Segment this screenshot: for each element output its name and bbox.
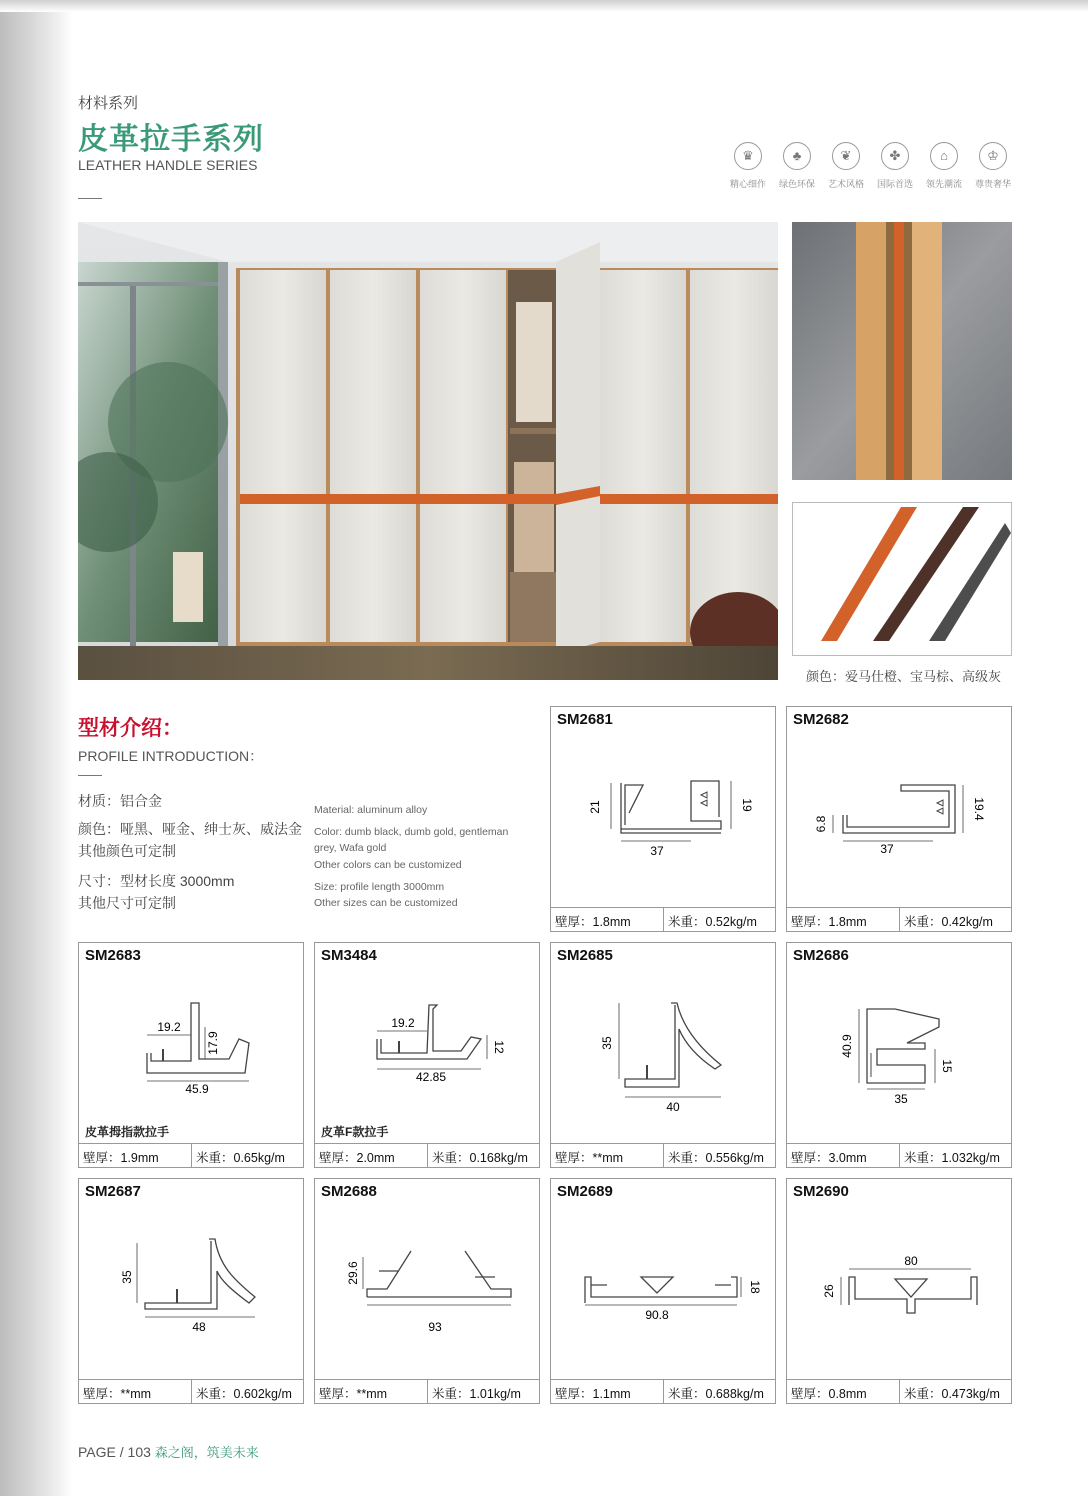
profile-drawing bbox=[787, 969, 1011, 1127]
wall-thickness: 壁厚：**mm bbox=[83, 1387, 152, 1401]
profile-code: SM2688 bbox=[321, 1183, 377, 1200]
profile-code: SM2686 bbox=[793, 947, 849, 964]
wall-thickness: 壁厚：3.0mm bbox=[791, 1151, 867, 1165]
profile-code: SM2683 bbox=[85, 947, 141, 964]
profile-card bbox=[314, 1178, 540, 1404]
profile-intro-subtitle: PROFILE INTRODUCTION： bbox=[78, 748, 264, 764]
feature-label: 艺术风格 bbox=[827, 179, 864, 189]
crown-icon: ♔ bbox=[979, 142, 1007, 170]
feature-label: 精心细作 bbox=[729, 179, 766, 189]
dim-label: 19.4 bbox=[972, 797, 986, 821]
profile-specs bbox=[551, 1143, 775, 1167]
leaf-icon: ❦ bbox=[832, 142, 860, 170]
feature-label: 领先潮流 bbox=[925, 179, 962, 189]
dim-label: 19 bbox=[740, 798, 754, 812]
feature-label: 绿色环保 bbox=[778, 179, 815, 189]
handle-closeup-photo bbox=[792, 222, 1012, 480]
profile-specs bbox=[315, 1379, 539, 1403]
profile-intro-title: 型材介绍： bbox=[78, 717, 183, 740]
dim-label: 35 bbox=[600, 1036, 614, 1050]
dim-label: 42.85 bbox=[415, 1070, 447, 1084]
feature-item bbox=[773, 142, 821, 190]
meter-weight: 米重：0.602kg/m bbox=[196, 1387, 292, 1401]
profile-card bbox=[550, 1178, 776, 1404]
profile-drawing bbox=[787, 733, 1011, 891]
wall-thickness: 壁厚：1.8mm bbox=[791, 915, 867, 929]
profile-specs bbox=[79, 1143, 303, 1167]
color-caption: 颜色：爱马仕橙、宝马棕、高级灰 bbox=[806, 669, 1002, 684]
wall-thickness: 壁厚：2.0mm bbox=[319, 1151, 395, 1165]
meter-weight: 米重：0.168kg/m bbox=[432, 1151, 528, 1165]
profile-card bbox=[550, 942, 776, 1168]
profile-specs bbox=[551, 907, 775, 931]
dim-label: 29.6 bbox=[346, 1261, 360, 1285]
trophy-icon: ♛ bbox=[734, 142, 762, 170]
meter-weight: 米重：0.556kg/m bbox=[668, 1151, 764, 1165]
meter-weight: 米重：0.473kg/m bbox=[904, 1387, 1000, 1401]
color-en-2: grey, Wafa gold bbox=[314, 842, 387, 854]
profile-card bbox=[786, 706, 1012, 932]
dim-label: 6.8 bbox=[814, 815, 828, 833]
profile-card bbox=[78, 942, 304, 1168]
wall-thickness: 壁厚：0.8mm bbox=[791, 1387, 867, 1401]
size-cn-2: 其他尺寸可定制 bbox=[78, 895, 176, 911]
dim-label: 90.8 bbox=[645, 1308, 669, 1322]
color-en-3: Other colors can be customized bbox=[314, 859, 462, 871]
profile-caption: 皮革F款拉手 bbox=[321, 1125, 389, 1139]
page-number: PAGE / 103 bbox=[78, 1444, 151, 1460]
tent-icon: ⌂ bbox=[930, 142, 958, 170]
profile-specs bbox=[315, 1143, 539, 1167]
page-top-edge bbox=[0, 0, 1088, 12]
profile-specs bbox=[551, 1379, 775, 1403]
profile-card bbox=[550, 706, 776, 932]
page-subtitle: LEATHER HANDLE SERIES bbox=[78, 157, 258, 173]
page-footer bbox=[78, 1442, 259, 1461]
size-cn-1: 尺寸：型材长度 3000mm bbox=[78, 873, 235, 889]
dim-label: 15 bbox=[940, 1059, 954, 1073]
meter-weight: 米重：1.032kg/m bbox=[904, 1151, 1000, 1165]
dim-label: 45.9 bbox=[185, 1082, 209, 1096]
brand-slogan: 森之阁，筑美未来 bbox=[154, 1445, 259, 1460]
profile-code: SM2682 bbox=[793, 711, 849, 728]
meter-weight: 米重：0.65kg/m bbox=[196, 1151, 285, 1165]
profile-code: SM2681 bbox=[557, 711, 613, 728]
dim-label: 19.2 bbox=[157, 1020, 181, 1034]
material-en: Material: aluminum alloy bbox=[314, 804, 428, 816]
profile-specs bbox=[787, 1379, 1011, 1403]
dim-label: 37 bbox=[650, 844, 664, 858]
profile-code: SM2690 bbox=[793, 1183, 849, 1200]
dim-label: 37 bbox=[880, 842, 894, 856]
profile-specs bbox=[787, 1143, 1011, 1167]
profile-drawing bbox=[551, 969, 775, 1127]
dim-label: 19.2 bbox=[391, 1016, 415, 1030]
color-cn-2: 其他颜色可定制 bbox=[78, 843, 176, 859]
dim-label: 80 bbox=[904, 1254, 918, 1268]
series-kicker: 材料系列 bbox=[78, 95, 139, 112]
dim-label: 93 bbox=[428, 1320, 442, 1334]
profile-caption: 皮革拇指款拉手 bbox=[85, 1125, 170, 1139]
profile-specs bbox=[79, 1379, 303, 1403]
profile-code: SM2685 bbox=[557, 947, 613, 964]
profile-card bbox=[786, 942, 1012, 1168]
feature-item bbox=[822, 142, 870, 190]
profile-drawing bbox=[315, 969, 539, 1127]
dim-label: 48 bbox=[192, 1320, 206, 1334]
feature-label: 尊贵奢华 bbox=[974, 179, 1011, 189]
meter-weight: 米重：1.01kg/m bbox=[432, 1387, 521, 1401]
feature-item bbox=[920, 142, 968, 190]
dim-label: 35 bbox=[894, 1092, 908, 1106]
wall-thickness: 壁厚：1.8mm bbox=[555, 915, 631, 929]
profile-card bbox=[314, 942, 540, 1168]
feature-label: 国际首选 bbox=[876, 179, 913, 189]
intro-divider bbox=[78, 775, 102, 776]
wardrobe-photo bbox=[78, 222, 778, 680]
profile-drawing bbox=[551, 1205, 775, 1363]
profile-drawing bbox=[79, 1205, 303, 1363]
profile-code: SM2689 bbox=[557, 1183, 613, 1200]
profile-drawing bbox=[315, 1205, 539, 1363]
dim-label: 21 bbox=[588, 800, 602, 814]
meter-weight: 米重：0.688kg/m bbox=[668, 1387, 764, 1401]
size-en-1: Size: profile length 3000mm bbox=[314, 881, 445, 893]
title-divider bbox=[78, 198, 102, 199]
wall-thickness: 壁厚：1.9mm bbox=[83, 1151, 159, 1165]
dim-label: 26 bbox=[822, 1284, 836, 1298]
color-en-1: Color: dumb black, dumb gold, gentleman bbox=[314, 826, 509, 838]
color-swatch-photo bbox=[792, 502, 1012, 656]
feature-icons bbox=[724, 142, 1016, 194]
dim-label: 40.9 bbox=[840, 1034, 854, 1058]
page-title: 皮革拉手系列 bbox=[78, 123, 264, 156]
dim-label: 17.9 bbox=[206, 1031, 220, 1055]
wall-thickness: 壁厚：1.1mm bbox=[555, 1387, 631, 1401]
wall-thickness: 壁厚：**mm bbox=[319, 1387, 388, 1401]
profile-code: SM2687 bbox=[85, 1183, 141, 1200]
dim-label: 12 bbox=[492, 1040, 506, 1054]
profile-code: SM3484 bbox=[321, 947, 377, 964]
size-en-2: Other sizes can be customized bbox=[314, 897, 458, 909]
page-spine-shadow bbox=[0, 0, 72, 1496]
dim-label: 18 bbox=[748, 1280, 762, 1294]
feature-item bbox=[724, 142, 772, 190]
tree-icon: ♣ bbox=[783, 142, 811, 170]
profile-specs bbox=[787, 907, 1011, 931]
color-cn-1: 颜色：哑黑、哑金、绅士灰、威法金 bbox=[78, 821, 302, 837]
profile-drawing bbox=[551, 733, 775, 891]
dim-label: 40 bbox=[666, 1100, 680, 1114]
profile-drawing bbox=[79, 969, 303, 1127]
profile-card bbox=[78, 1178, 304, 1404]
wall-thickness: 壁厚：**mm bbox=[555, 1151, 624, 1165]
meter-weight: 米重：0.52kg/m bbox=[668, 915, 757, 929]
meter-weight: 米重：0.42kg/m bbox=[904, 915, 993, 929]
feature-item bbox=[871, 142, 919, 190]
feature-item bbox=[969, 142, 1017, 190]
dim-label: 35 bbox=[120, 1270, 134, 1284]
material-cn: 材质：铝合金 bbox=[78, 793, 162, 809]
profile-card bbox=[786, 1178, 1012, 1404]
profile-drawing bbox=[787, 1205, 1011, 1363]
ornament-icon: ✤ bbox=[881, 142, 909, 170]
